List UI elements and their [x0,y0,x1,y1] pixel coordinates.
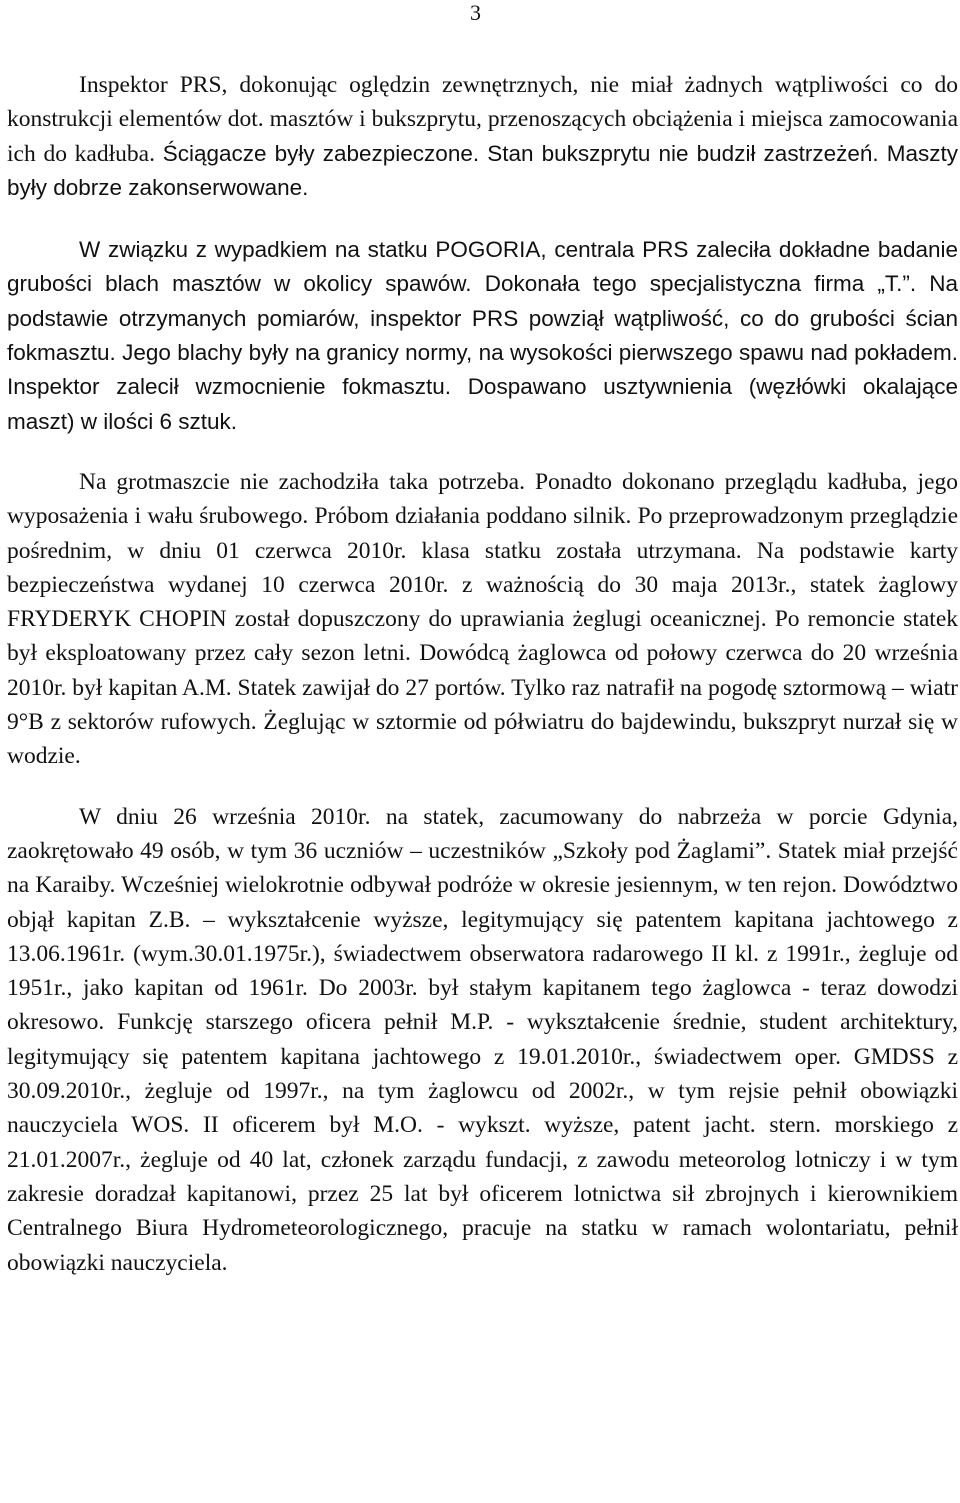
paragraph-text: Na grotmaszcie nie zachodziła taka potrzeba. Ponadto dokonano przeglądu kadłuba, jego wyposażenia i wału śrubowego. Próbom działania poddano silnik. Po przeprowadzonym przeglądzie pośrednim, w dniu 01 czerwca 2010r. klasa statku została utrzymana. Na podstawie karty bezpieczeństwa wydanej 10 czerwca 2010r. z ważnością do 30 maja 2013r., statek żaglowy FRYDERYK CHOPIN został dopuszczony do uprawiania żeglugi oceanicznej. Po remoncie statek był eksploatowany przez cały sezon letni. Dowódcą żaglowca od połowy czerwca do 20 września 2010r. był kapitan A.M. Statek zawijał do 27 portów. Tylko raz natrafił na pogodę sztormową – wiatr 9°B z sektorów rufowych. Żeglując w sztormie od półwiatru do bajdewindu, bukszpryt nurzał się w wodzie. [7,468,958,770]
paragraph-text: W związku z wypadkiem na statku POGORIA, centrala PRS zaleciła dokładne badanie grubości blach masztów w okolicy spawów. Dokonała tego specjalistyczna firma „T.”. Na podstawie otrzymanych pomiarów, inspektor PRS powziął wątpliwość, co do grubości ścian fokmasztu. Jego blachy były na granicy normy, na wysokości pierwszego spawu nad pokładem. Inspektor zalecił wzmocnienie fokmasztu. Dospawano usztywnienia (węzłówki okalające maszt) w ilości 6 sztuk. [7,237,958,434]
paragraph-text: Ściągacze były zabezpieczone. Stan bukszprytu nie budził zastrzeżeń. Maszty były dobrze zakonserwowane. [7,140,958,200]
paragraph [7,800,958,1280]
paragraph [7,68,958,205]
page-number: 3 [470,0,481,25]
paragraph [7,233,958,439]
paragraph-text: Inspektor PRS, dokonując oględzin zewnętrznych, nie miał żadnych wątpliwości co do konstrukcji elementów dot. masztów i bukszprytu, przenoszących obciążenia i miejsca zamocowania ich do kadłuba. [7,72,958,167]
paragraph [7,465,958,774]
document-body [7,68,958,1280]
paragraph-text: W dniu 26 września 2010r. na statek, zacumowany do nabrzeża w porcie Gdynia, zaokrętowało 49 osób, w tym 36 uczniów – uczestników „Szkoły pod Żaglami”. Statek miał przejść na Karaiby. Wcześniej wielokrotnie odbywał podróże w okresie jesiennym, w ten rejon. Dowództwo objął kapitan Z.B. – wykształcenie wyższe, legitymujący się patentem kapitana jachtowego z 13.06.1961r. (wym.30.01.1975r.), świadectwem obserwatora radarowego II kl. z 1991r., żegluje od 1951r., jako kapitan od 1961r. Do 2003r. był stałym kapitanem tego żaglowca - teraz dowodzi okresowo. Funkcję starszego oficera pełnił M.P. - wykształcenie średnie, student architektury, legitymujący się patentem kapitana jachtowego z 19.01.2010r., świadectwem oper. GMDSS z 30.09.2010r., żegluje od 1997r., na tym żaglowcu od 2002r., w tym rejsie pełnił obowiązki nauczyciela WOS. II oficerem był M.O. - wykszt. wyższe, patent jacht. stern. morskiego z 21.01.2007r., żegluje od 40 lat, członek zarządu fundacji, z zawodu meteorolog lotniczy i w tym zakresie doradzał kapitanowi, przez 25 lat był oficerem lotnictwa sił zbrojnych i kierownikiem Centralnego Biura Hydrometeorologicznego, pracuje na statku w ramach wolontariatu, pełnił obowiązki nauczyciela. [7,803,958,1276]
